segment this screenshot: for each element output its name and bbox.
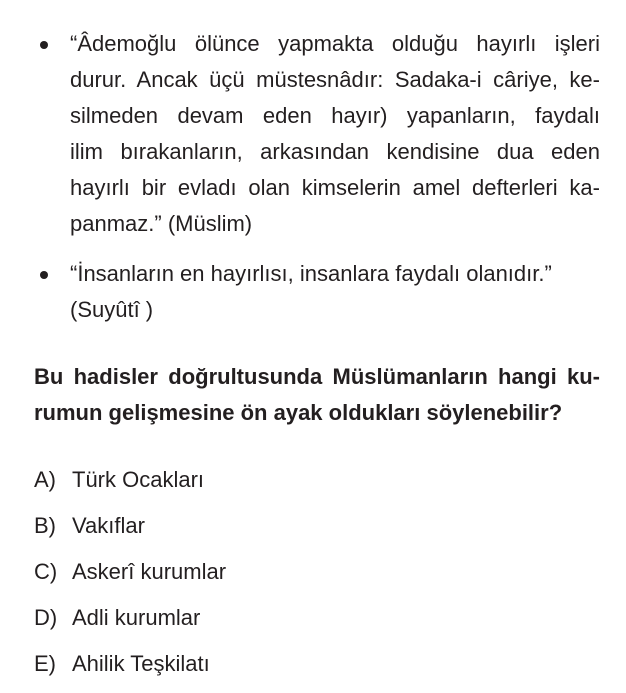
option-letter: D) — [34, 605, 58, 630]
bullet-icon — [40, 41, 48, 49]
answer-options — [34, 462, 226, 692]
option-text: Askerî kurumlar — [72, 559, 227, 584]
option-letter: B) — [34, 513, 56, 538]
hadith-line: hayırlı bir evladı olan kimselerin amel defterleri ka- — [70, 175, 600, 200]
hadith-line: (Suyûtî ) — [70, 297, 154, 322]
question-stem — [34, 359, 600, 431]
hadith-line: “İnsanların en hayırlısı, insanlara faydalı olanıdır.” — [70, 261, 552, 286]
hadith-line: silmeden devam eden hayır) yapanların, faydalı — [70, 103, 600, 128]
hadith-line: durur. Ancak üçü müstesnâdır: Sadaka-i câriye, ke- — [70, 67, 600, 92]
option-letter: A) — [34, 467, 56, 492]
option-b[interactable] — [34, 508, 226, 554]
option-text: Türk Ocakları — [72, 467, 205, 492]
option-c[interactable] — [34, 554, 226, 600]
option-text: Adli kurumlar — [72, 605, 201, 630]
hadith-line: ilim bırakanların, arkasından kendisine dua eden — [70, 139, 600, 164]
bullet-icon — [40, 271, 48, 279]
option-e[interactable] — [34, 646, 226, 692]
question-line: Bu hadisler doğrultusunda Müslümanların hangi ku- — [34, 364, 600, 389]
hadith-item-2 — [40, 256, 600, 328]
option-letter: C) — [34, 559, 58, 584]
option-d[interactable] — [34, 600, 226, 646]
hadith-list — [40, 26, 600, 328]
hadith-line: “Âdemoğlu ölünce yapmakta olduğu hayırlı işleri — [70, 31, 600, 56]
option-letter: E) — [34, 651, 56, 676]
option-text: Ahilik Teşkilatı — [72, 651, 210, 676]
hadith-item-1 — [40, 26, 600, 242]
hadith-line: panmaz.” (Müslim) — [70, 211, 253, 236]
question-line: rumun gelişmesine ön ayak oldukları söylenebilir? — [34, 400, 563, 425]
option-text: Vakıflar — [72, 513, 145, 538]
option-a[interactable] — [34, 462, 226, 508]
